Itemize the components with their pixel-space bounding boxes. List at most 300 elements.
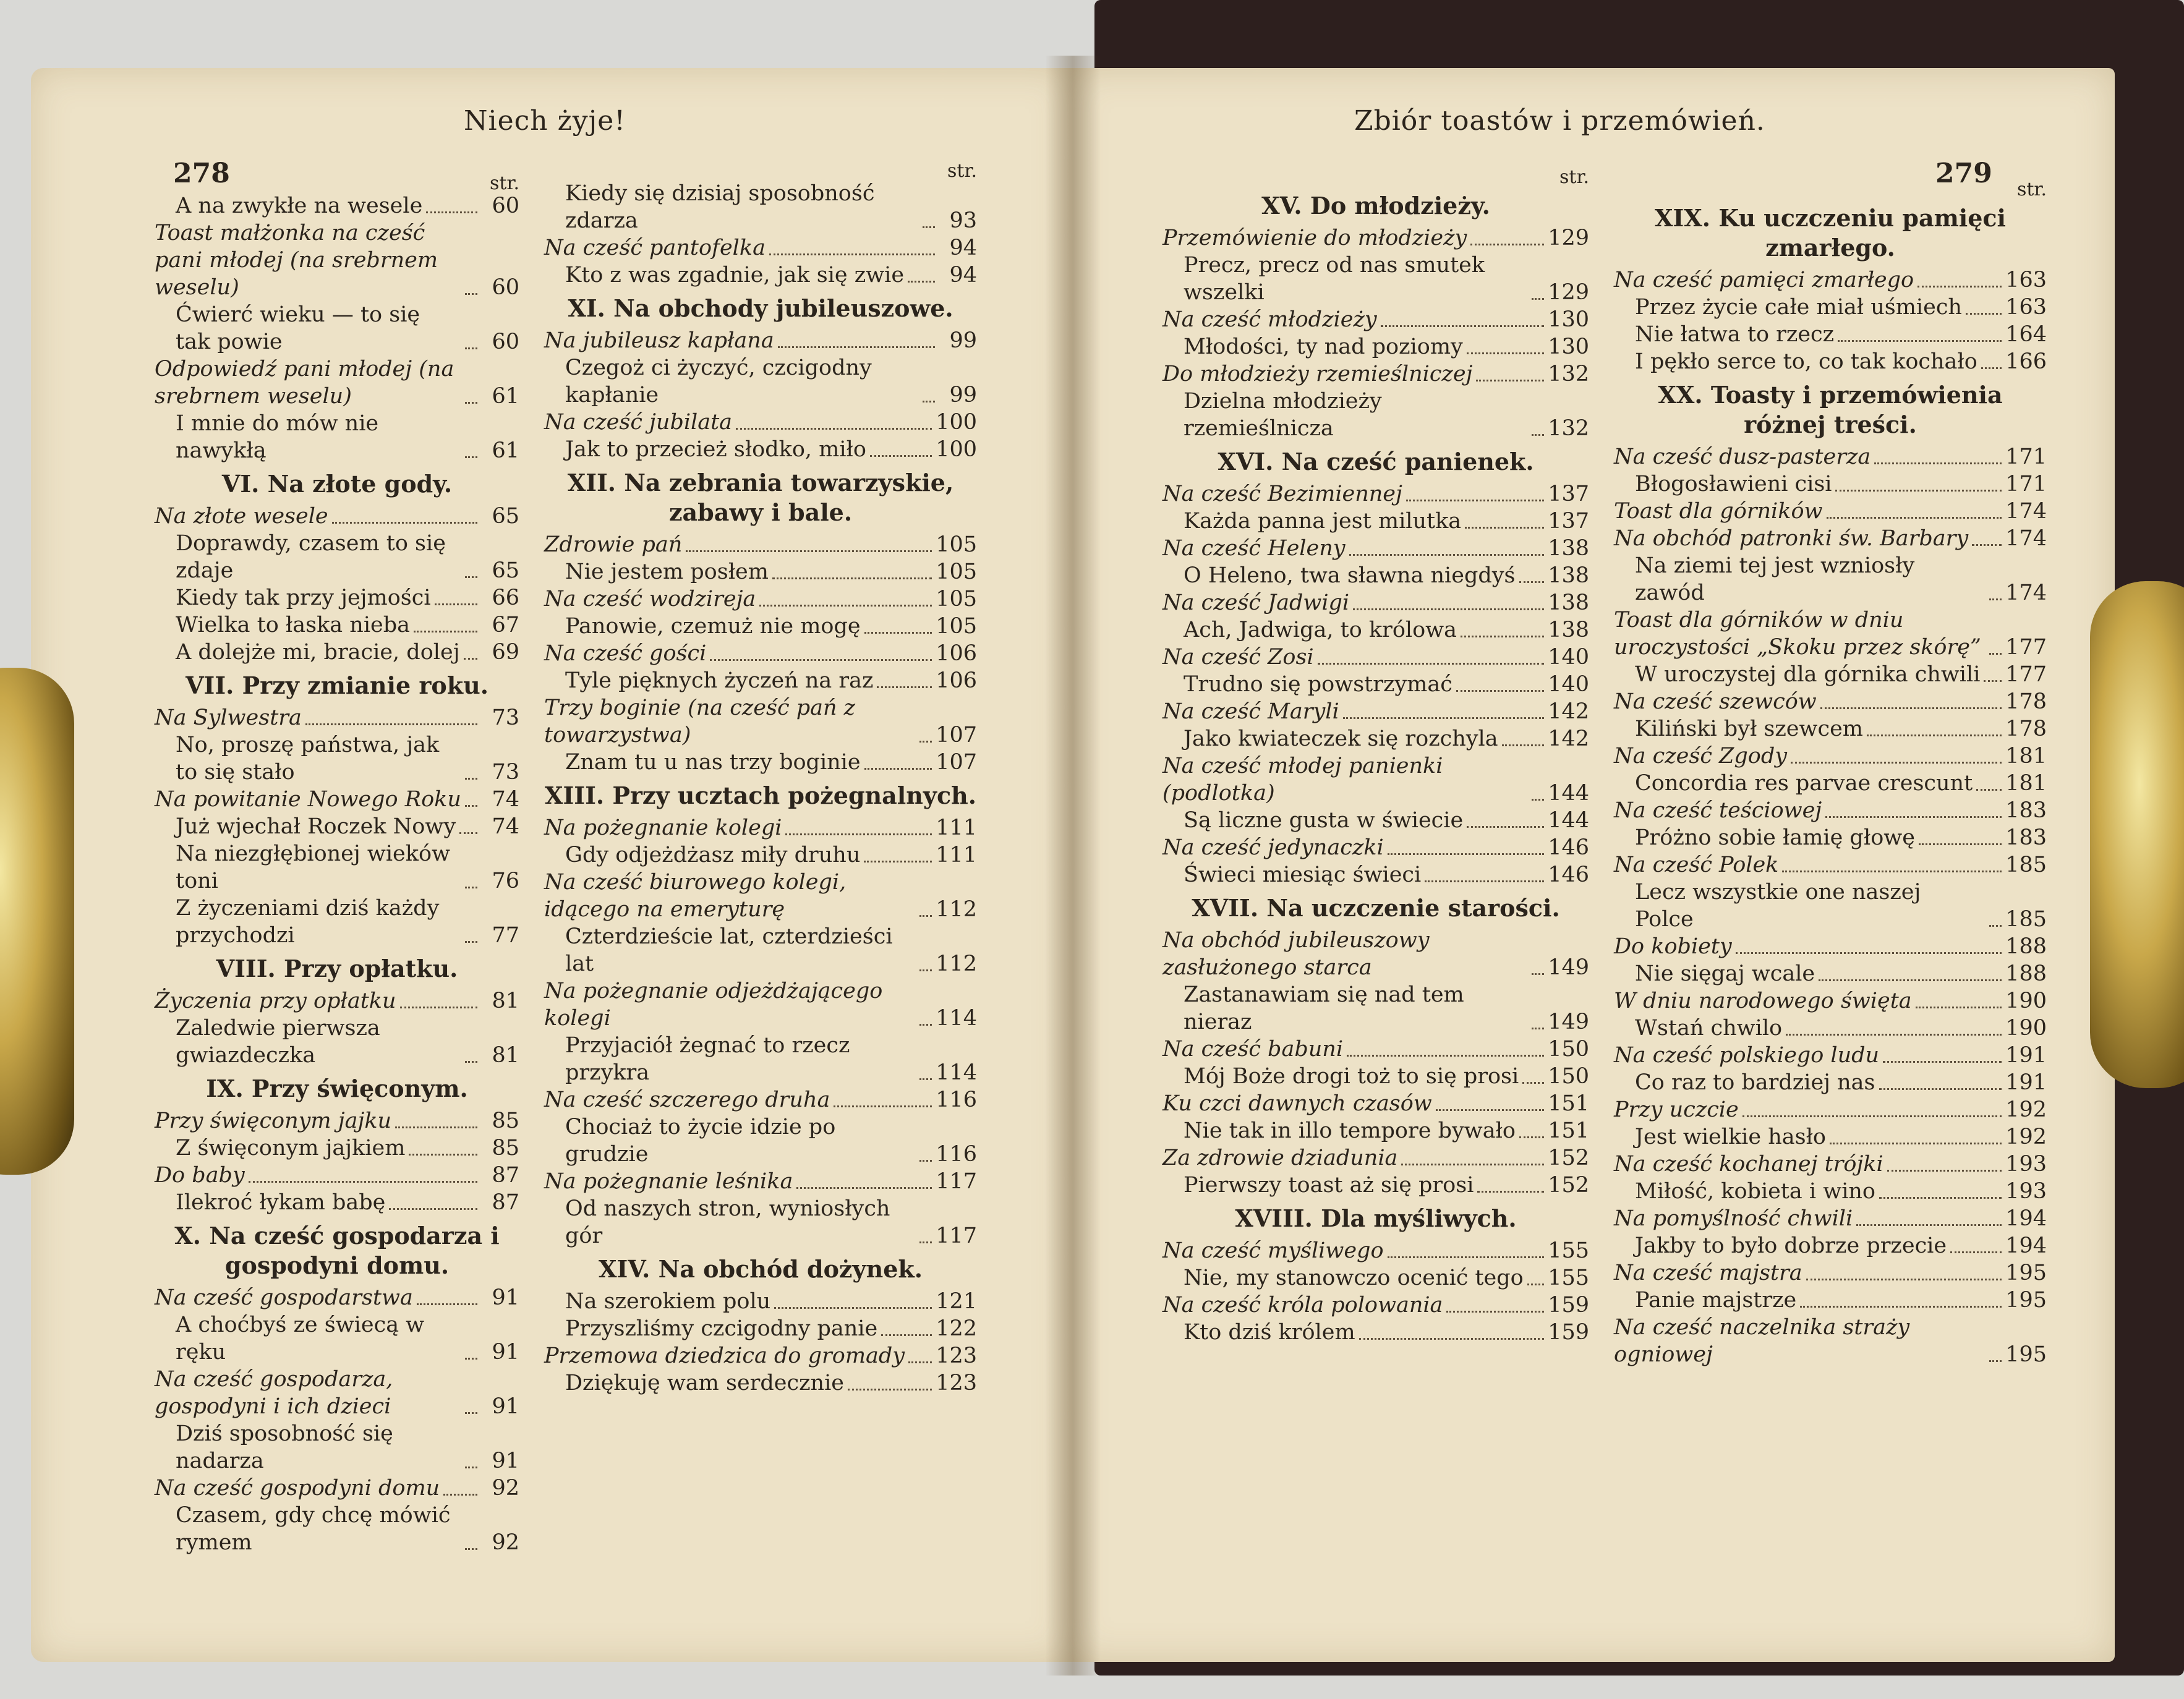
toc-entry xyxy=(1614,879,2047,933)
left-running-header: Niech żyje! xyxy=(464,105,626,137)
toc-entry-page: 85 xyxy=(492,1136,519,1160)
toc-entry-title: Gdy odjeżdżasz miły druhu xyxy=(565,843,861,867)
toc-entry-page: 132 xyxy=(1548,362,1589,386)
toc-entry-page: 132 xyxy=(1548,416,1589,441)
toc-entry-title: O Heleno, twa sławna niegdyś xyxy=(1184,563,1516,588)
toc-entry-page: 195 xyxy=(2005,1342,2047,1367)
toc-entry-title: Na powitanie Nowego Roku xyxy=(155,787,461,812)
toc-column-4 xyxy=(1614,176,2047,1368)
toc-entry xyxy=(1162,834,1589,861)
toc-entry-page: 94 xyxy=(949,263,977,287)
toc-entry-page: 60 xyxy=(492,194,519,218)
dot-leader xyxy=(409,1154,477,1156)
dot-leader xyxy=(1791,762,2002,764)
toc-entry xyxy=(1614,498,2047,525)
toc-entry xyxy=(1614,1205,2047,1232)
toc-entry-title: Nie jestem posłem xyxy=(565,560,769,584)
dot-leader xyxy=(908,1361,932,1363)
toc-entry-title: Przy uczcie xyxy=(1614,1097,1739,1122)
toc-entry-title: Kto z was zgadnie, jak się zwie xyxy=(565,263,905,287)
toc-entry-title: Kiliński był szewcem xyxy=(1635,717,1863,741)
toc-entry-title: Na obchód patronki św. Barbary xyxy=(1614,526,1969,551)
toc-entry-title: Na cześć Polek xyxy=(1614,853,1779,877)
dot-leader xyxy=(864,768,932,770)
section-heading: XV. Do młodzieży. xyxy=(1261,192,1490,219)
dot-leader xyxy=(1353,608,1544,610)
toc-entry xyxy=(544,1032,977,1086)
toc-entry-page: 178 xyxy=(2005,717,2047,741)
toc-entry-page: 166 xyxy=(2005,349,2047,374)
dot-leader xyxy=(881,1334,932,1336)
toc-entry-title: A choćbyś ze świecą w ręku xyxy=(176,1313,425,1365)
dot-leader xyxy=(1989,1360,2002,1362)
toc-entry-title: Już wjechał Roczek Nowy xyxy=(176,814,456,839)
toc-entry-page: 123 xyxy=(936,1343,977,1368)
toc-entry xyxy=(155,1475,519,1502)
page-column-label: str. xyxy=(1559,166,1589,188)
toc-entry-title: Na cześć gospodarstwa xyxy=(155,1285,413,1310)
toc-entry-title: Na cześć Zosi xyxy=(1162,645,1314,670)
toc-entry-title: Na cześć myśliwego xyxy=(1162,1238,1384,1263)
toc-entry-title: Odpowiedź pani młodej (na srebrnem weselu) xyxy=(155,357,454,409)
toc-entry xyxy=(1614,1151,2047,1178)
dot-leader xyxy=(778,346,935,348)
toc-entry xyxy=(1614,797,2047,824)
section-heading: VI. Na złote gody. xyxy=(221,470,453,498)
dot-leader xyxy=(414,631,477,632)
toc-entry-page: 142 xyxy=(1548,726,1589,751)
toc-entry-page: 94 xyxy=(949,236,977,260)
toc-entry xyxy=(1162,1264,1589,1292)
toc-entry xyxy=(1162,927,1589,981)
dot-leader xyxy=(1343,717,1545,719)
toc-entry xyxy=(1614,1042,2047,1069)
dot-leader xyxy=(465,1467,477,1468)
dot-leader xyxy=(864,861,932,862)
toc-entry-page: 163 xyxy=(2005,295,2047,320)
dot-leader xyxy=(1456,690,1544,692)
dot-leader xyxy=(465,456,477,458)
toc-entry-title: Na cześć wodzireja xyxy=(544,587,756,611)
dot-leader xyxy=(1527,1284,1545,1285)
toc-entry xyxy=(544,814,977,841)
toc-entry xyxy=(155,1135,519,1162)
toc-entry-title: Próżno sobie łamię głowę xyxy=(1635,825,1915,850)
toc-entry-page: 111 xyxy=(936,815,977,840)
toc-entry-title: Na cześć biurowego kolegi, idącego na emeryturę xyxy=(544,870,847,922)
toc-entry xyxy=(1614,1069,2047,1096)
toc-entry xyxy=(1162,671,1589,698)
toc-entry-title: Na cześć pantofelka xyxy=(544,236,766,260)
dot-leader xyxy=(1786,1034,2002,1036)
toc-entry xyxy=(1162,589,1589,616)
toc-entry-title: Na cześć młodej panienki (podlotka) xyxy=(1162,754,1443,806)
toc-entry-page: 61 xyxy=(492,384,519,409)
toc-entry-page: 163 xyxy=(2005,268,2047,292)
toc-entry-page: 174 xyxy=(2005,526,2047,551)
toc-entry xyxy=(544,1315,977,1342)
toc-entry-page: 91 xyxy=(492,1340,519,1365)
dot-leader xyxy=(848,1389,932,1390)
toc-entry xyxy=(155,813,519,840)
dot-leader xyxy=(1825,816,2002,818)
toc-entry xyxy=(1162,1292,1589,1319)
toc-entry-page: 114 xyxy=(936,1006,977,1031)
toc-entry-page: 107 xyxy=(936,750,977,775)
toc-entry xyxy=(1614,607,2047,661)
right-running-header: Zbiór toastów i przemówień. xyxy=(1354,105,1765,137)
toc-entry-title: A na zwykłe na wesele xyxy=(176,194,423,218)
toc-entry xyxy=(1162,752,1589,807)
toc-entry xyxy=(155,611,519,639)
dot-leader xyxy=(1736,952,2002,954)
dot-leader xyxy=(1401,1164,1544,1165)
toc-entry-page: 193 xyxy=(2005,1179,2047,1204)
toc-entry-page: 155 xyxy=(1548,1238,1589,1263)
toc-entry xyxy=(1614,266,2047,294)
toc-entry-title: Na cześć Bezimiennej xyxy=(1162,482,1402,506)
dot-leader xyxy=(1467,826,1544,828)
toc-entry xyxy=(155,1162,519,1189)
toc-entry-page: 171 xyxy=(2005,472,2047,496)
dot-leader xyxy=(1883,1061,2002,1063)
dot-leader xyxy=(465,293,477,295)
toc-column-2 xyxy=(544,158,977,1397)
dot-leader xyxy=(1806,1279,2002,1280)
page-column-label: str. xyxy=(947,160,977,182)
dot-leader xyxy=(1916,1007,2002,1008)
toc-entry-page: 185 xyxy=(2005,853,2047,877)
dot-leader xyxy=(1446,1311,1544,1313)
toc-entry xyxy=(155,219,519,301)
toc-entry-page: 177 xyxy=(2005,662,2047,687)
toc-entry-title: Kiedy się dzisiaj sposobność zdarza xyxy=(565,181,875,233)
toc-entry xyxy=(1162,224,1589,252)
toc-entry-page: 76 xyxy=(492,869,519,893)
toc-entry-title: Ilekroć łykam babę xyxy=(176,1190,386,1215)
toc-entry xyxy=(1614,1314,2047,1368)
toc-entry xyxy=(1162,360,1589,388)
dot-leader xyxy=(1989,653,2002,655)
section-heading: XVIII. Dla myśliwych. xyxy=(1235,1204,1517,1232)
toc-entry-page: 174 xyxy=(2005,499,2047,524)
dot-leader xyxy=(1349,554,1545,556)
toc-entry xyxy=(544,1114,977,1168)
toc-entry-title: Na cześć gospodarza, gospodyni i ich dzieci xyxy=(155,1367,393,1419)
toc-entry-page: 152 xyxy=(1548,1146,1589,1170)
toc-entry xyxy=(1614,1015,2047,1042)
dot-leader xyxy=(1522,1082,1544,1084)
section-heading: VII. Przy zmianie roku. xyxy=(186,671,488,699)
toc-entry xyxy=(1162,562,1589,589)
toc-entry-page: 66 xyxy=(492,585,519,610)
toc-entry-title: Do baby xyxy=(155,1163,245,1188)
toc-entry-title: Na Sylwestra xyxy=(155,705,302,730)
dot-leader xyxy=(769,253,935,255)
toc-entry-page: 174 xyxy=(2005,581,2047,605)
dot-leader xyxy=(919,1241,932,1243)
dot-leader xyxy=(877,686,932,688)
toc-entry-title: Na pomyślność chwili xyxy=(1614,1206,1853,1231)
dot-leader xyxy=(465,576,477,578)
toc-entry-title: Przez życie całe miał uśmiech xyxy=(1635,295,1962,320)
toc-entry-title: Nie łatwa to rzecz xyxy=(1635,322,1835,347)
book-gutter xyxy=(1045,56,1101,1676)
toc-entry-page: 65 xyxy=(492,558,519,583)
toc-entry xyxy=(155,639,519,666)
toc-entry-title: Na cześć kochanej trójki xyxy=(1614,1152,1883,1177)
toc-entry-page: 181 xyxy=(2005,744,2047,769)
toc-entry-page: 185 xyxy=(2005,907,2047,932)
dot-leader xyxy=(919,1024,932,1026)
toc-entry-title: Lecz wszystkie one naszej Polce xyxy=(1635,880,1921,932)
toc-entry-page: 146 xyxy=(1548,835,1589,860)
toc-entry-page: 99 xyxy=(949,383,977,407)
dot-leader xyxy=(465,1061,477,1063)
toc-entry-page: 195 xyxy=(2005,1261,2047,1285)
dot-leader xyxy=(1477,1191,1544,1193)
section-heading: XVII. Na uczczenie starości. xyxy=(1192,894,1560,922)
toc-entry-title: Zaledwie pierwsza gwiazdeczka xyxy=(176,1016,380,1068)
toc-entry-title: Toast małżonka na cześć pani młodej (na srebrnem weselu) xyxy=(155,221,438,300)
toc-entry-page: 183 xyxy=(2005,825,2047,850)
toc-entry xyxy=(155,1311,519,1366)
dot-leader xyxy=(465,1412,477,1414)
toc-entry-page: 91 xyxy=(492,1285,519,1310)
toc-entry-title: Przemowa dziedzica do gromady xyxy=(544,1343,905,1368)
toc-entry-title: Precz, precz od nas smutek wszelki xyxy=(1184,253,1485,305)
toc-entry xyxy=(1614,1232,2047,1259)
dot-leader xyxy=(1950,1251,2002,1253)
toc-entry xyxy=(155,192,519,219)
toc-entry xyxy=(1162,807,1589,834)
toc-entry-title: Na jubileusz kapłana xyxy=(544,328,774,353)
toc-entry-page: 105 xyxy=(936,560,977,584)
toc-entry-title: Toast dla górników xyxy=(1614,499,1823,524)
dot-leader xyxy=(919,1160,932,1162)
toc-entry xyxy=(155,1284,519,1311)
dot-leader xyxy=(443,1494,477,1496)
right-page-number: 279 xyxy=(1935,158,1992,189)
toc-entry xyxy=(1614,933,2047,960)
dot-leader xyxy=(1388,1256,1545,1258)
toc-entry-title: Na cześć naczelnika straży ogniowej xyxy=(1614,1315,1910,1367)
toc-entry-title: Na cześć dusz-pasterza xyxy=(1614,445,1871,469)
dot-leader xyxy=(435,603,477,605)
toc-entry-title: Jako kwiateczek się rozchyla xyxy=(1184,726,1498,751)
toc-entry-page: 137 xyxy=(1548,509,1589,534)
section-heading: XIX. Ku uczczeniu pamięci zmarłego. xyxy=(1655,204,2006,262)
toc-entry-title: Dziękuję wam serdecznie xyxy=(565,1371,845,1395)
toc-entry-title: Jest wielkie hasło xyxy=(1635,1125,1826,1149)
toc-entry-page: 130 xyxy=(1548,334,1589,359)
toc-entry-title: Na pożegnanie leśnika xyxy=(544,1169,793,1194)
toc-entry-title: Zastanawiam się nad tem nieraz xyxy=(1184,982,1464,1034)
toc-entry-page: 65 xyxy=(492,504,519,529)
toc-entry-page: 151 xyxy=(1548,1118,1589,1143)
toc-entry xyxy=(1162,306,1589,333)
dot-leader xyxy=(1820,707,2002,709)
toc-entry-title: Młodości, ty nad poziomy xyxy=(1184,334,1463,359)
toc-entry xyxy=(1614,715,2047,743)
toc-entry-title: Za zdrowie dziadunia xyxy=(1162,1146,1398,1170)
dot-leader xyxy=(1347,1055,1544,1057)
dot-leader xyxy=(1743,1115,2002,1117)
toc-entry-page: 149 xyxy=(1548,955,1589,980)
toc-entry-page: 181 xyxy=(2005,771,2047,796)
toc-entry-page: 87 xyxy=(492,1190,519,1215)
toc-entry-page: 130 xyxy=(1548,307,1589,332)
dot-leader xyxy=(1879,1088,2002,1090)
toc-entry-title: Na cześć gospodyni domu xyxy=(155,1476,440,1501)
toc-entry-title: Na cześć babuni xyxy=(1162,1037,1344,1062)
toc-entry-title: Na cześć Heleny xyxy=(1162,536,1346,561)
dot-leader xyxy=(1388,853,1545,855)
toc-entry-page: 106 xyxy=(936,668,977,693)
section-heading: VIII. Przy opłatku. xyxy=(216,955,458,982)
toc-entry xyxy=(1162,333,1589,360)
toc-entry-title: Znam tu u nas trzy boginie xyxy=(565,750,861,775)
dot-leader xyxy=(1984,680,2002,682)
toc-entry-page: 159 xyxy=(1548,1293,1589,1318)
toc-entry xyxy=(1162,508,1589,535)
toc-entry-page: 192 xyxy=(2005,1097,2047,1122)
toc-entry-page: 105 xyxy=(936,587,977,611)
toc-entry-title: Nie, my stanowczo ocenić tego xyxy=(1184,1266,1524,1290)
toc-entry-title: Dzielna młodzieży rzemieślnicza xyxy=(1184,389,1382,441)
toc-entry-page: 74 xyxy=(492,787,519,812)
dot-leader xyxy=(465,402,477,404)
dot-leader xyxy=(1887,1170,2002,1172)
toc-entry-title: Na pożegnanie kolegi xyxy=(544,815,782,840)
dot-leader xyxy=(1532,1028,1544,1029)
toc-entry-title: Concordia res parvae crescunt xyxy=(1635,771,1973,796)
toc-entry-title: Na cześć Jadwigi xyxy=(1162,590,1350,615)
toc-column-3 xyxy=(1162,164,1589,1346)
toc-entry xyxy=(155,895,519,949)
toc-entry xyxy=(1614,987,2047,1015)
toc-entry-page: 73 xyxy=(492,705,519,730)
toc-entry xyxy=(1614,824,2047,851)
toc-entry-title: Każda panna jest milutka xyxy=(1184,509,1462,534)
toc-entry xyxy=(544,667,977,694)
toc-entry-page: 73 xyxy=(492,760,519,785)
dot-leader xyxy=(1874,462,2002,464)
dot-leader xyxy=(465,778,477,780)
toc-entry xyxy=(155,1189,519,1216)
toc-entry xyxy=(1614,552,2047,607)
section-heading: XIII. Przy ucztach pożegnalnych. xyxy=(545,781,976,809)
dot-leader xyxy=(465,1358,477,1360)
toc-entry-page: 114 xyxy=(936,1060,977,1085)
toc-entry-title: Wstań chwilo xyxy=(1635,1016,1783,1041)
dot-leader xyxy=(465,1548,477,1550)
dot-leader xyxy=(796,1187,932,1189)
toc-entry-page: 150 xyxy=(1548,1037,1589,1062)
toc-entry xyxy=(1614,321,2047,348)
dot-leader xyxy=(772,577,932,579)
toc-entry xyxy=(1162,388,1589,442)
toc-entry-title: Kiedy tak przy jejmości xyxy=(176,585,431,610)
toc-entry-page: 191 xyxy=(2005,1070,2047,1095)
toc-entry-page: 77 xyxy=(492,923,519,948)
dot-leader xyxy=(1917,286,2002,287)
left-page-number: 278 xyxy=(173,158,230,189)
toc-entry xyxy=(1162,698,1589,725)
toc-entry-title: Ćwierć wieku — to się tak powie xyxy=(176,302,420,354)
toc-entry-page: 191 xyxy=(2005,1043,2047,1068)
dot-leader xyxy=(1532,799,1544,801)
dot-leader xyxy=(1359,1338,1545,1340)
dot-leader xyxy=(864,632,932,634)
section-heading: X. Na cześć gospodarza i gospodyni domu. xyxy=(174,1222,500,1279)
dot-leader xyxy=(1830,1143,2002,1144)
toc-entry-page: 192 xyxy=(2005,1125,2047,1149)
toc-entry-title: Na szerokiem polu xyxy=(565,1289,771,1314)
toc-entry-page: 105 xyxy=(936,614,977,639)
toc-entry-page: 138 xyxy=(1548,590,1589,615)
toc-entry xyxy=(1614,1123,2047,1151)
dot-leader xyxy=(1502,744,1545,746)
toc-entry-page: 112 xyxy=(936,952,977,976)
toc-entry-title: Na cześć gości xyxy=(544,641,707,666)
dot-leader xyxy=(785,833,932,835)
toc-entry-page: 177 xyxy=(2005,635,2047,660)
toc-entry xyxy=(1162,535,1589,562)
toc-entry xyxy=(544,1369,977,1397)
dot-leader xyxy=(1470,244,1544,245)
dot-leader xyxy=(919,969,932,971)
toc-entry-title: Nie sięgaj wcale xyxy=(1635,961,1815,986)
toc-entry-page: 178 xyxy=(2005,689,2047,714)
dot-leader xyxy=(736,428,932,430)
section-heading: IX. Przy święconym. xyxy=(206,1075,468,1102)
toc-entry xyxy=(544,640,977,667)
section-heading: XII. Na zebrania towarzyskie, zabawy i bale. xyxy=(567,469,954,526)
toc-entry-title: Czasem, gdy chcę mówić rymem xyxy=(176,1503,451,1555)
toc-entry xyxy=(155,1420,519,1475)
toc-entry-page: 117 xyxy=(936,1169,977,1194)
toc-entry xyxy=(1162,1172,1589,1199)
toc-entry-title: Panie majstrze xyxy=(1635,1288,1797,1313)
dot-leader xyxy=(1519,581,1545,583)
toc-entry-page: 116 xyxy=(936,1088,977,1112)
toc-entry xyxy=(544,841,977,869)
dot-leader xyxy=(1519,1136,1544,1138)
toc-entry-page: 138 xyxy=(1548,536,1589,561)
toc-entry-title: Kto dziś królem xyxy=(1184,1320,1355,1345)
dot-leader xyxy=(1989,598,2002,600)
toc-entry xyxy=(155,704,519,731)
toc-entry-page: 190 xyxy=(2005,1016,2047,1041)
toc-entry-page: 171 xyxy=(2005,445,2047,469)
toc-entry-page: 74 xyxy=(492,814,519,839)
toc-entry-title: W uroczystej dla górnika chwili xyxy=(1635,662,1981,687)
dot-leader xyxy=(759,605,932,607)
toc-entry-page: 164 xyxy=(2005,322,2047,347)
toc-entry-title: Błogosławieni cisi xyxy=(1635,472,1832,496)
dot-leader xyxy=(1827,517,2002,519)
toc-entry-title: Czterdzieście lat, czterdzieści lat xyxy=(565,924,893,976)
toc-entry-page: 155 xyxy=(1548,1266,1589,1290)
toc-entry-title: Na cześć młodzieży xyxy=(1162,307,1377,332)
dot-leader xyxy=(919,1078,932,1080)
section-heading: XX. Toasty i przemówienia różnej treści. xyxy=(1658,381,2003,438)
toc-entry-title: Z święconym jajkiem xyxy=(176,1136,406,1160)
toc-entry xyxy=(1614,1178,2047,1205)
toc-entry-title: Na złote wesele xyxy=(155,504,328,529)
dot-leader xyxy=(1838,340,2002,342)
